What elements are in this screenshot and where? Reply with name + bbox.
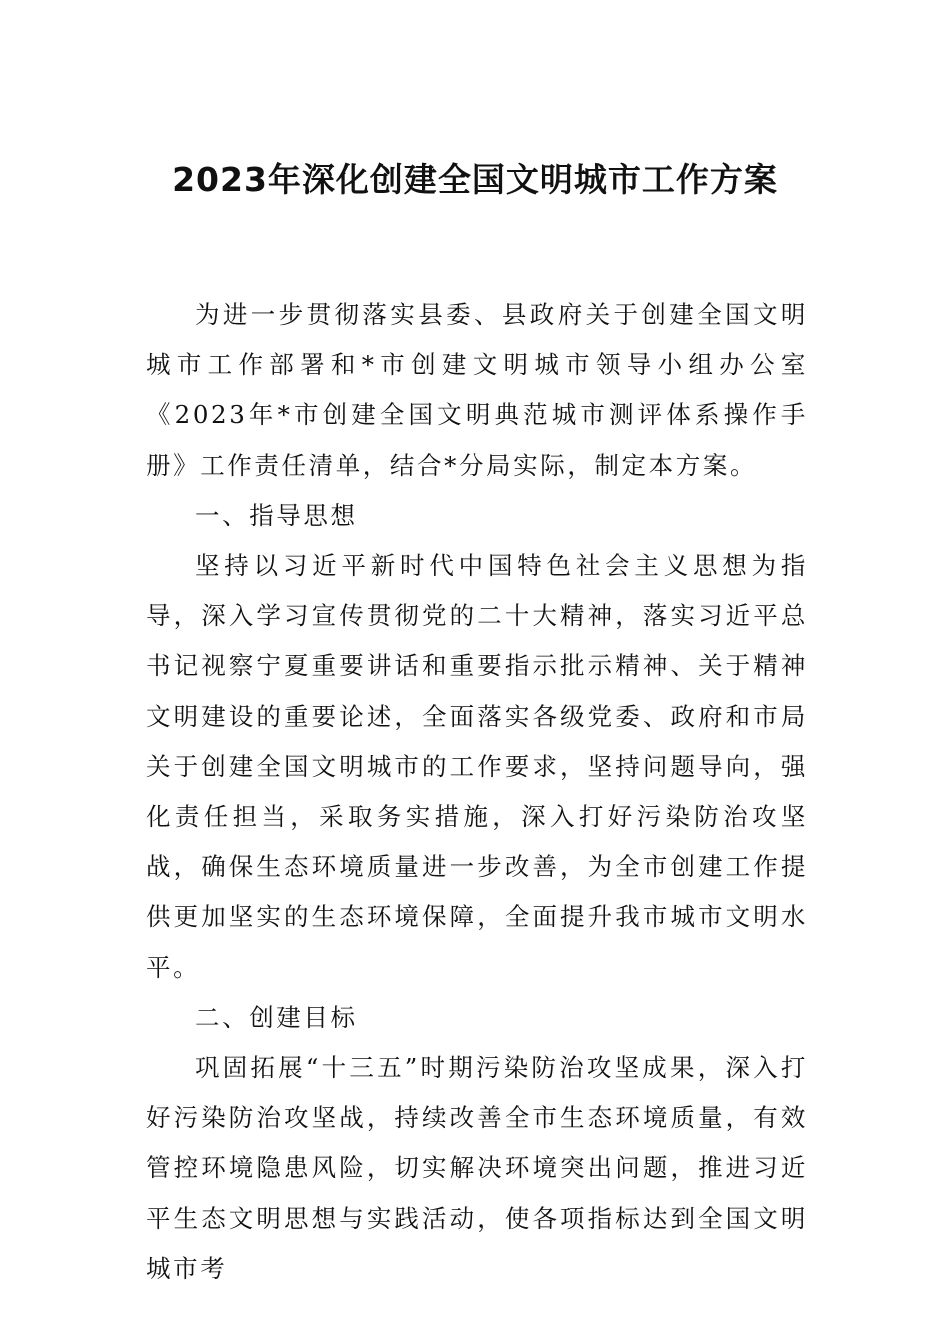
document-title: 2023年深化创建全国文明城市工作方案	[172, 160, 778, 199]
section-heading-goals: 二、创建目标	[195, 1002, 358, 1032]
goals-paragraph: 巩固拓展“十三五”时期污染防治攻坚成果，深入打好污染防治攻坚战，持续改善全市生态环境质量，有效管控环境隐患风险，切实解决环境突出问题，推进习近平生态文明思想与实践活动，使各项指标达到全国文明城市考	[146, 1053, 808, 1283]
section-heading-guiding-ideology: 一、指导思想	[195, 500, 358, 530]
document-body	[146, 290, 808, 1294]
guiding-ideology-paragraph: 坚持以习近平新时代中国特色社会主义思想为指导，深入学习宣传贯彻党的二十大精神，落实习近平总书记视察宁夏重要讲话和重要指示批示精神、关于精神文明建设的重要论述，全面落实各级党委、政府和市局关于创建全国文明城市的工作要求，坚持问题导向，强化责任担当，采取务实措施，深入打好污染防治攻坚战，确保生态环境质量进一步改善，为全市创建工作提供更加坚实的生态环境保障，全面提升我市城市文明水平。	[146, 551, 808, 982]
intro-paragraph: 为进一步贯彻落实县委、县政府关于创建全国文明城市工作部署和*市创建文明城市领导小组办公室《2023年*市创建全国文明典范城市测评体系操作手册》工作责任清单，结合*分局实际，制定本方案。	[146, 300, 808, 480]
